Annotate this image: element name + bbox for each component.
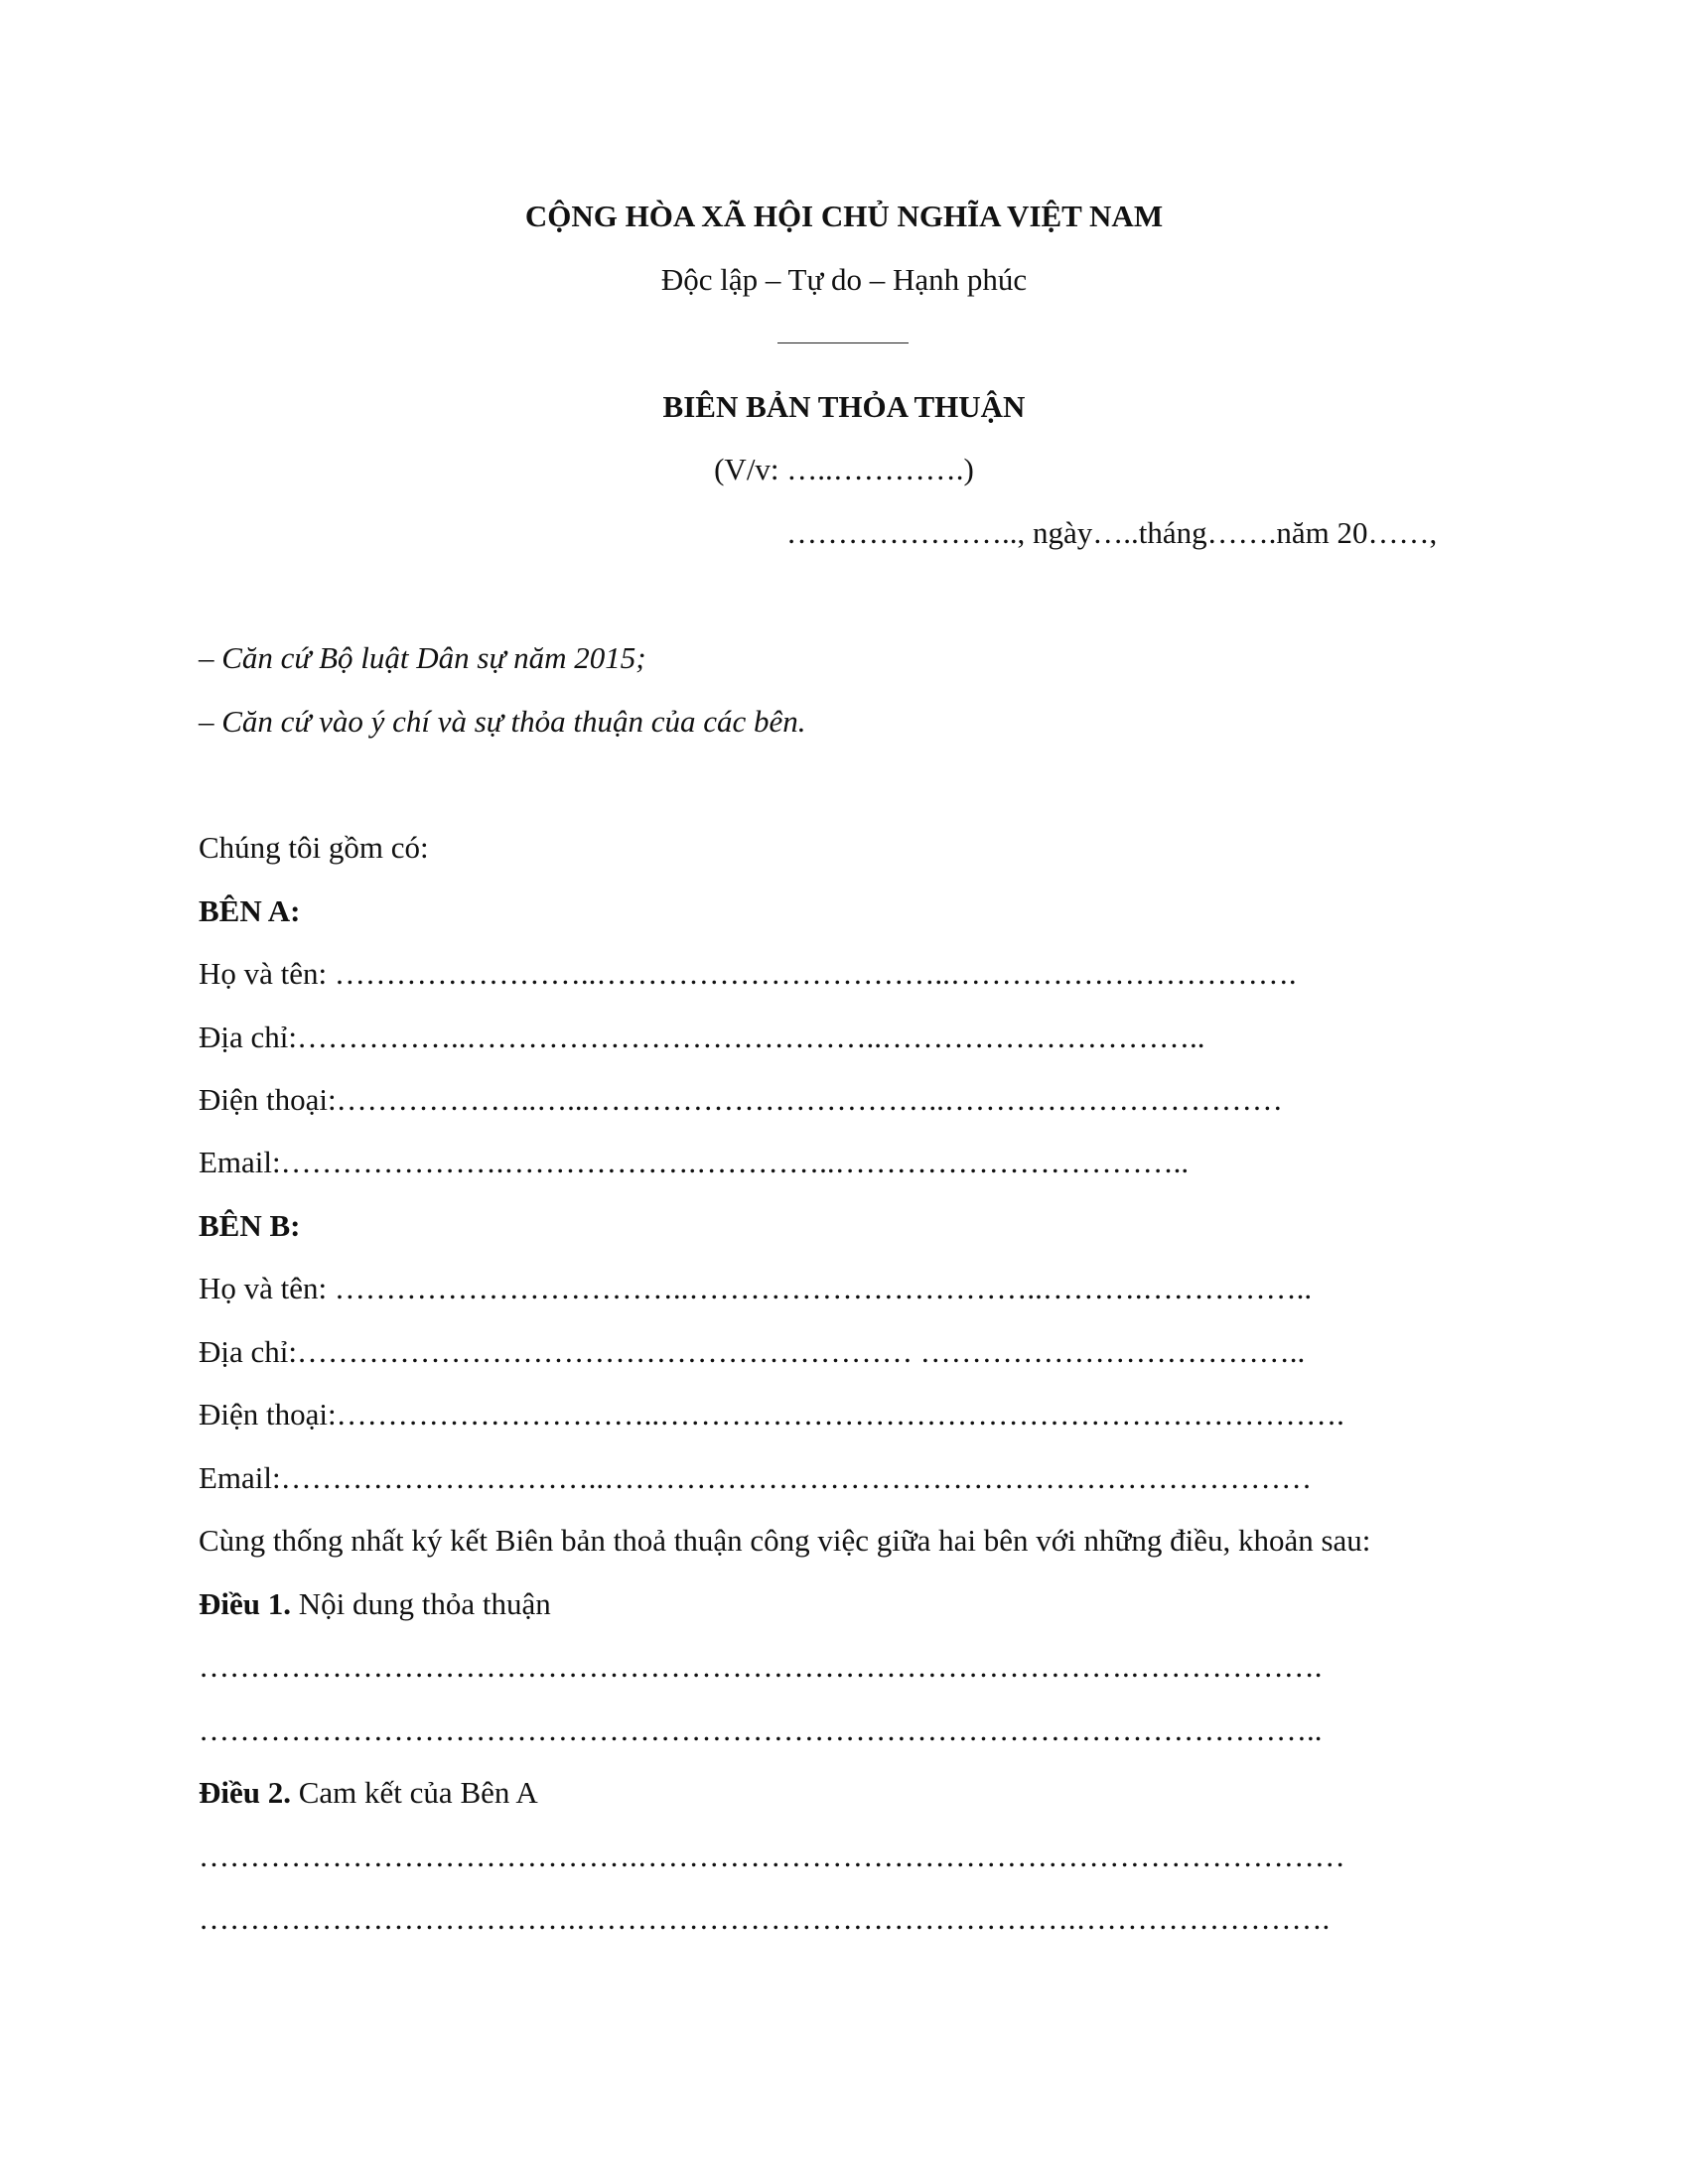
article-2-heading	[199, 1773, 538, 1813]
article-1-title: Nội dung thỏa thuận	[291, 1586, 551, 1621]
party-b-phone-field: Điện thoại:…………………………..………………………………………………………….	[199, 1397, 1344, 1432]
place-date-line: ………………….., ngày…..tháng…….năm 20……,	[786, 515, 1438, 550]
party-b-email-field: Email:…………………………..……………………………………………………………	[199, 1460, 1313, 1495]
party-a-heading: BÊN A:	[199, 893, 301, 928]
national-motto: Độc lập – Tự do – Hạnh phúc	[660, 262, 1028, 297]
party-b-heading: BÊN B:	[199, 1208, 301, 1243]
legal-basis-2: – Căn cứ vào ý chí và sự thỏa thuận của các bên.	[199, 704, 806, 739]
party-a-phone-field: Điện thoại:………………..…...……………………………..……………………………	[199, 1082, 1283, 1117]
article-1-heading	[199, 1584, 551, 1624]
agreement-statement: Cùng thống nhất ký kết Biên bản thoả thuận công việc giữa hai bên với những điều, khoản sau:	[199, 1523, 1371, 1558]
country-heading: CỘNG HÒA XÃ HỘI CHỦ NGHĨA VIỆT NAM	[524, 199, 1164, 233]
article-1-label: Điều 1.	[199, 1586, 291, 1621]
article-2-blank-line-2: ……………………………….………………………………………….…………………….	[199, 1901, 1331, 1936]
party-a-address-field: Địa chỉ:……………..…………………………………..…………………………..	[199, 1020, 1205, 1054]
intro-text: Chúng tôi gồm có:	[199, 830, 429, 865]
legal-basis-1: – Căn cứ Bộ luật Dân sự năm 2015;	[199, 640, 646, 675]
article-2-label: Điều 2.	[199, 1775, 291, 1810]
party-b-name-field: Họ và tên: ……………………………..……………………………..……….……………..	[199, 1271, 1313, 1305]
party-a-name-field: Họ và tên: ……………………..……………………………..…………………………….	[199, 956, 1297, 991]
motto-underline	[777, 342, 909, 343]
article-2-blank-line-1: …………………………………….……………………………………………………………	[199, 1839, 1345, 1873]
subject-line: (V/v: …..………….)	[714, 452, 974, 486]
article-1-blank-line-2: ………………………………………………………………………………………………..	[199, 1712, 1323, 1747]
party-b-address-field: Địa chỉ:…………………………………………………… ………………………………..	[199, 1334, 1306, 1369]
party-a-email-field: Email:………………….……………….…………..……………………………..	[199, 1145, 1190, 1179]
document-title: BIÊN BẢN THỎA THUẬN	[662, 389, 1026, 424]
article-1-blank-line-1: ……………………………………………………………………………….……………….	[199, 1649, 1323, 1684]
article-2-title: Cam kết của Bên A	[291, 1775, 538, 1810]
